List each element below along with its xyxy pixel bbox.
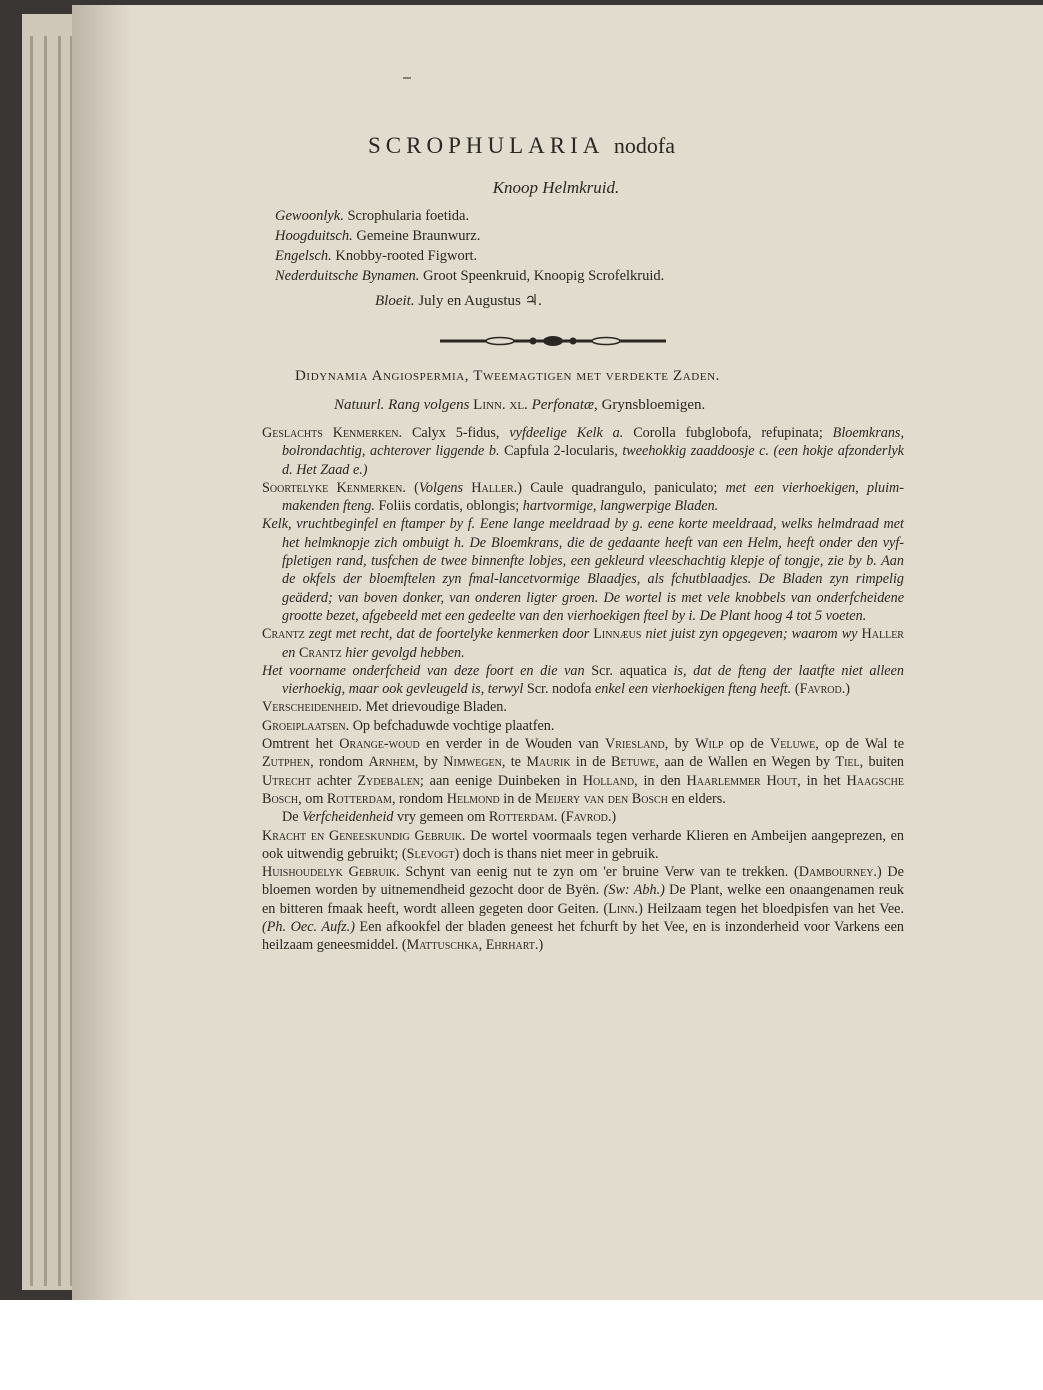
text: .) De bloemen worden by uitnemendheid gezocht door de Byën. bbox=[262, 864, 904, 899]
flowering-time bbox=[375, 291, 542, 310]
place-name: Veluwe bbox=[769, 736, 816, 753]
place-name: Rotterdam bbox=[488, 809, 554, 826]
author: Linn bbox=[608, 900, 635, 917]
text: op de bbox=[723, 736, 770, 753]
name-label: Nederduitsche Bynamen. bbox=[275, 268, 420, 284]
gutter-shadow bbox=[72, 5, 132, 1300]
species-name: nodofa bbox=[613, 133, 675, 158]
text-italic: niet juist zyn opgegeven; waarom wy bbox=[641, 626, 862, 643]
text: , rondom bbox=[391, 790, 447, 807]
heading-kracht: Kracht en Geneeskundig Gebruik. bbox=[262, 827, 466, 844]
text: Corolla fubglobofa, refupinata; bbox=[623, 425, 833, 441]
text-italic: zegt met recht, dat de foortelyke kenmerken door bbox=[304, 626, 594, 643]
text: Haller.) bbox=[462, 479, 522, 496]
text: . ( bbox=[553, 809, 566, 826]
author: Linnæus bbox=[593, 626, 642, 643]
text: .) bbox=[607, 809, 617, 826]
text: , rondom bbox=[310, 754, 369, 771]
text: , buiten bbox=[859, 754, 904, 771]
heading-geslachts: Geslachts Kenmerken. bbox=[262, 425, 403, 441]
text: Scr. aquatica bbox=[591, 662, 667, 679]
text: Schynt van eenig nut te zyn om 'er bruine Verw van te trekken. ( bbox=[399, 864, 799, 881]
place-name: Haagsche Bosch bbox=[262, 772, 905, 807]
author: Dambourney bbox=[798, 864, 874, 881]
text: Omtrent het bbox=[262, 736, 340, 753]
text: Met drievoudige Bladen. bbox=[361, 699, 507, 716]
text: ) doch is thans niet meer in gebruik. bbox=[454, 845, 659, 862]
text: , te bbox=[501, 754, 527, 771]
heading-verscheidenheid: Verscheidenheid. bbox=[262, 699, 362, 716]
text-italic: hartvormige, langwerpige Bladen. bbox=[522, 498, 719, 515]
place-name: Rotterdam bbox=[326, 790, 392, 807]
heading-groeiplaatsen: Groeiplaatsen. bbox=[262, 717, 350, 734]
place-name: Zydebalen bbox=[357, 772, 420, 789]
name-label: Hoogduitsch. bbox=[275, 228, 353, 244]
text-italic: (Sw: Abh.) bbox=[603, 882, 665, 899]
name-label: Engelsch. bbox=[275, 248, 332, 264]
genus-name: SCROPHULARIA bbox=[368, 133, 604, 158]
paragraph-soortelyke bbox=[262, 479, 904, 516]
place-name: Vriesland bbox=[605, 736, 665, 753]
paragraph-groeiplaatsen bbox=[262, 717, 904, 735]
page-edge bbox=[30, 36, 33, 1286]
text-italic: met een vierhoekigen, pluim-makenden fteng. bbox=[282, 479, 905, 515]
place-name: Arnhem bbox=[368, 754, 415, 771]
vernacular-names bbox=[275, 206, 664, 286]
place-name: Meijery van den Bosch bbox=[534, 790, 668, 807]
name-value: Knobby-rooted Figwort. bbox=[331, 248, 478, 264]
place-name: Haarlemmer Hout bbox=[686, 772, 798, 789]
natuurl-persona: Perfonatæ, bbox=[527, 397, 598, 413]
text: achter bbox=[311, 772, 358, 789]
place-name: Favrod bbox=[565, 809, 608, 826]
paragraph-kracht bbox=[262, 827, 904, 864]
paragraph-onderscheid bbox=[262, 662, 904, 699]
text: Op befchaduwde vochtige plaatfen. bbox=[349, 717, 555, 734]
text: De bbox=[282, 809, 303, 826]
place-name: Wilp bbox=[695, 736, 724, 753]
author: Slevogt bbox=[406, 845, 455, 862]
name-value: Scrophularia foetida. bbox=[343, 208, 470, 224]
text-italic: Volgens bbox=[418, 479, 463, 496]
text: (Favrod.) bbox=[791, 681, 850, 698]
text: en verder in de Wouden van bbox=[419, 736, 606, 753]
text: Capfula 2-locularis, bbox=[499, 443, 623, 460]
text: ; aan eenige Duinbeken in bbox=[419, 772, 583, 789]
author: Crantz bbox=[298, 644, 342, 661]
text: Calyx 5-fidus, bbox=[402, 425, 510, 441]
name-value: Groot Speenkruid, Knoopig Scrofelkruid. bbox=[419, 268, 665, 284]
name-row bbox=[275, 226, 664, 246]
text: .) Heilzaam tegen het bloedpisfen van het Vee. bbox=[634, 900, 905, 917]
text-italic: is, dat de fteng der laatfte niet alleen vierhoekig, maar ook gevleugeld is, terwyl bbox=[282, 662, 904, 698]
place-name: Betuwe bbox=[611, 754, 656, 771]
text-italic: Het voorname onderfcheid van deze foort en die van bbox=[262, 662, 592, 679]
text-italic: Bloemkrans, bolrondachtig, achterover liggende b. bbox=[282, 425, 904, 460]
description-body bbox=[262, 424, 904, 955]
text-italic: hier gevolgd hebben. bbox=[341, 644, 465, 661]
text-italic: tweehokkig zaaddoosje c. (een hokje afzonderlyk d. Het Zaad e.) bbox=[282, 443, 904, 478]
natuurl-rest: Grynsbloemigen. bbox=[597, 397, 706, 413]
text: ( bbox=[405, 479, 419, 496]
name-value: Gemeine Braunwurz. bbox=[352, 228, 481, 244]
text: Scr. nodofa bbox=[526, 681, 592, 698]
paragraph-verscheidenheid-2 bbox=[262, 808, 904, 826]
text: , aan de Wallen en Wegen by bbox=[655, 754, 836, 771]
text: , om bbox=[298, 790, 327, 807]
text: Caule quadrangulo, paniculato; bbox=[521, 479, 726, 496]
text: , in het bbox=[797, 772, 847, 789]
name-label: Gewoonlyk. bbox=[275, 208, 344, 224]
ornament-divider bbox=[440, 334, 666, 348]
author: Crantz bbox=[262, 626, 305, 643]
page-edge bbox=[58, 36, 61, 1286]
place-name: Orange-woud bbox=[339, 736, 420, 753]
name-row bbox=[275, 206, 664, 226]
page-title bbox=[0, 133, 1043, 159]
paragraph-crantz bbox=[262, 625, 904, 662]
author: Mattuschka, Ehrhart bbox=[406, 937, 535, 954]
text: in de bbox=[499, 790, 535, 807]
text: De wortel voormaals tegen verharde Klieren en Ambeijen aangeprezen, en ook uitwendig gebruikt; ( bbox=[262, 827, 904, 862]
page-edge bbox=[44, 36, 47, 1286]
text: en elders. bbox=[667, 790, 726, 807]
text: , by bbox=[664, 736, 696, 753]
heading-soortelyke: Soortelyke Kenmerken. bbox=[262, 479, 406, 496]
text-italic: en bbox=[282, 644, 299, 661]
text: Foliis cordatis, oblongis; bbox=[374, 498, 523, 515]
text: , by bbox=[414, 754, 444, 771]
place-name: Tiel bbox=[835, 754, 860, 771]
text: Een afkookfel der bladen geneest het fchurft by het Vee, en is inzonderheid voor Varkens een heilzaam geneesmiddel. ( bbox=[262, 919, 904, 954]
place-name: Maurik bbox=[526, 754, 571, 771]
place-name: Helmond bbox=[446, 790, 500, 807]
text: , op de Wal te bbox=[815, 736, 905, 753]
text-italic: (Ph. Oec. Aufz.) bbox=[262, 919, 355, 936]
text-italic: vyfdeelige Kelk a. bbox=[509, 425, 624, 441]
paragraph-verscheidenheid bbox=[262, 698, 904, 716]
place-name: Utrecht bbox=[262, 772, 312, 789]
natural-rank bbox=[334, 397, 705, 414]
place-name: Zutphen bbox=[262, 754, 311, 771]
paragraph-geslachts bbox=[262, 424, 904, 479]
bloei-label: Bloeit. bbox=[375, 293, 415, 309]
name-row bbox=[275, 266, 664, 286]
natuurl-label: Natuurl. Rang volgens bbox=[334, 397, 474, 413]
paragraph-kelk: Kelk, vruchtbeginfel en ftamper by f. Eene lange meeldraad by g. eene korte meeldraad, welks helmdraad met het helmknopje zich ombuigt h. De Bloemkrans, die de gedaante heeft van een Helm, heeft onder den vyf-fpletigen rand, tusfchen de twee binnenfte lobjes, een gekleurd vleeschachtig klepje of tongje, zie by b. Aan de okfels der bloemftelen zyn fmal-lancetvormige Blaadjes, als fchutblaadjes. De Bladen zyn rimpelig geäderd; van boven donker, van onderen ligter groen. De wortel is met vele knobbels van onderfcheidene grootte bezet, afgebeeld met een gedeelte van den vierhoekigen fteel by i. De Plant hoog 4 tot 5 voeten. bbox=[262, 516, 904, 624]
heading-huishoudelyk: Huishoudelyk Gebruik. bbox=[262, 864, 400, 881]
paragraph-omtrent bbox=[262, 735, 904, 808]
place-name: Verfcheidenheid bbox=[302, 809, 394, 826]
text: De Plant, welke een onaangenamen reuk en bitteren fmaak heeft, wordt alleen gegeten door Geiten. ( bbox=[262, 882, 904, 917]
name-row bbox=[275, 246, 664, 266]
place-name: Nimwegen bbox=[443, 754, 502, 771]
text-italic: enkel een vierhoekigen fteng heeft. bbox=[591, 681, 792, 698]
text: in de bbox=[570, 754, 612, 771]
bloei-value: July en Augustus ♃. bbox=[414, 293, 542, 309]
text: vry gemeen om bbox=[393, 809, 489, 826]
dutch-name: Knoop Helmkruid. bbox=[492, 178, 620, 197]
natuurl-linn: Linn. xl. bbox=[473, 397, 528, 413]
classification-text: Didynamia Angiospermia, Tweemagtigen met verdekte Zaden. bbox=[295, 368, 721, 384]
place-name: Holland bbox=[582, 772, 635, 789]
author: Haller bbox=[861, 626, 904, 643]
text: , in den bbox=[634, 772, 687, 789]
paragraph-huishoudelyk bbox=[262, 863, 904, 954]
classification bbox=[295, 368, 720, 385]
page-mark bbox=[403, 77, 411, 79]
text: .) bbox=[534, 937, 544, 954]
